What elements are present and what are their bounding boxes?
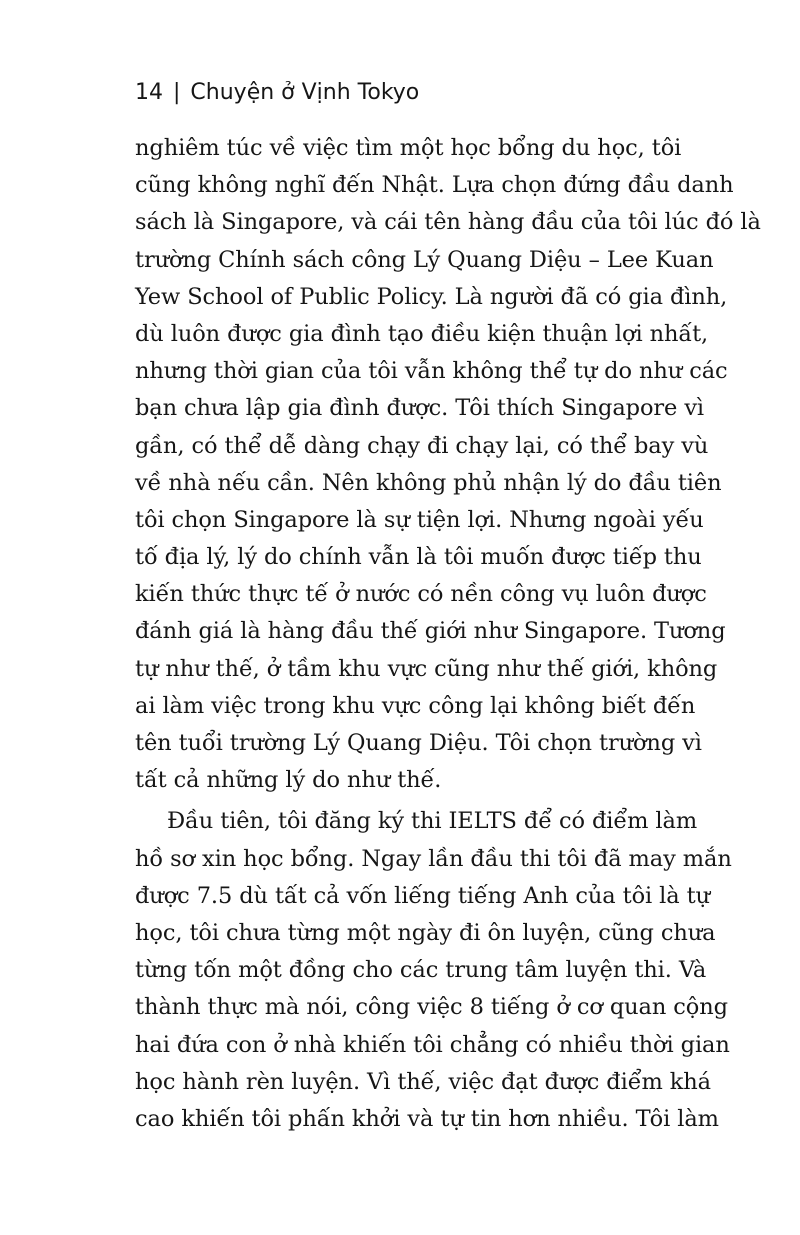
text-line: dù luôn được gia đình tạo điều kiện thuận lợi nhất, xyxy=(135,320,709,347)
header-separator: | xyxy=(173,80,181,105)
text-line: sách là Singapore, và cái tên hàng đầu của tôi lúc đó là xyxy=(135,209,761,236)
text-line: Đầu tiên, tôi đăng ký thi IELTS để có điểm làm xyxy=(167,808,698,835)
paragraph xyxy=(135,130,761,799)
text-line: tôi chọn Singapore là sự tiện lợi. Nhưng ngoài yếu xyxy=(135,506,704,533)
text-line: thành thực mà nói, công việc 8 tiếng ở cơ quan cộng xyxy=(135,994,728,1021)
text-line: về nhà nếu cần. Nên không phủ nhận lý do đầu tiên xyxy=(135,469,722,496)
text-line: được 7.5 dù tất cả vốn liếng tiếng Anh của tôi là tự xyxy=(135,882,710,909)
text-line: nhưng thời gian của tôi vẫn không thể tự do như các xyxy=(135,358,728,385)
text-line: đánh giá là hàng đầu thế giới như Singapore. Tương xyxy=(135,618,726,645)
text-line: cao khiến tôi phấn khởi và tự tin hơn nhiều. Tôi làm xyxy=(135,1105,719,1132)
text-line: từng tốn một đồng cho các trung tâm luyện thi. Và xyxy=(135,957,707,984)
text-line: tự như thế, ở tầm khu vực cũng như thế giới, không xyxy=(135,655,718,682)
text-line: tố địa lý, lý do chính vẫn là tôi muốn được tiếp thu xyxy=(135,544,702,571)
text-line: Yew School of Public Policy. Là người đã có gia đình, xyxy=(135,283,728,310)
text-line: học, tôi chưa từng một ngày đi ôn luyện, cũng chưa xyxy=(135,919,716,946)
page-number: 14 xyxy=(135,80,163,105)
text-line: tên tuổi trường Lý Quang Diệu. Tôi chọn trường vì xyxy=(135,730,702,756)
text-line: hai đứa con ở nhà khiến tôi chẳng có nhiều thời gian xyxy=(135,1031,730,1058)
text-line: hồ sơ xin học bổng. Ngay lần đầu thi tôi đã may mắn xyxy=(135,845,732,872)
paragraph xyxy=(135,803,732,1138)
text-line: nghiêm túc về việc tìm một học bổng du học, tôi xyxy=(135,135,682,161)
text-line: kiến thức thực tế ở nước có nền công vụ luôn được xyxy=(135,581,707,608)
book-title: Chuyện ở Vịnh Tokyo xyxy=(190,80,420,105)
running-header xyxy=(135,78,419,108)
text-line: cũng không nghĩ đến Nhật. Lựa chọn đứng đầu danh xyxy=(135,172,734,199)
text-line: gần, có thể dễ dàng chạy đi chạy lại, có thể bay vù xyxy=(135,432,709,459)
text-line: ai làm việc trong khu vực công lại không biết đến xyxy=(135,692,696,719)
text-line: trường Chính sách công Lý Quang Diệu – Lee Kuan xyxy=(135,246,714,273)
body-text xyxy=(135,130,761,1138)
text-line: bạn chưa lập gia đình được. Tôi thích Singapore vì xyxy=(135,395,705,422)
text-line: tất cả những lý do như thế. xyxy=(135,767,442,794)
text-line: học hành rèn luyện. Vì thế, việc đạt được điểm khá xyxy=(135,1068,711,1095)
